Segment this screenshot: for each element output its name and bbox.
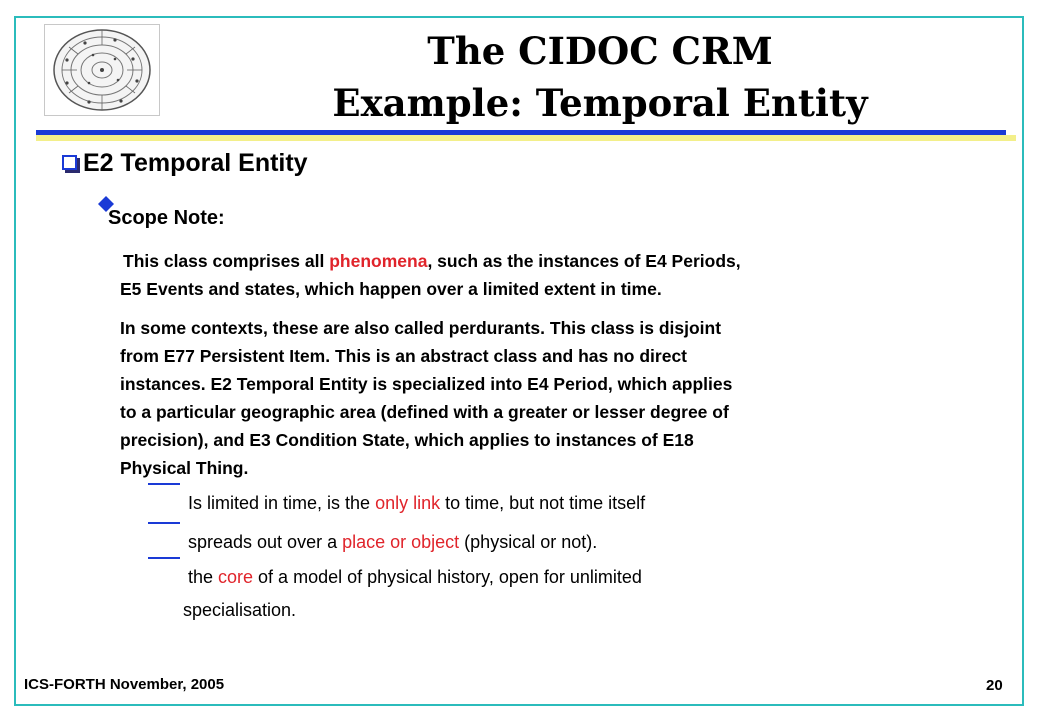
paragraph-1-line-2: E5 Events and states, which happen over a limited extent in time. (120, 279, 662, 299)
point-spreads-out: spreads out over a place or object (physical or not). (148, 529, 597, 555)
point-limited-in-time: Is limited in time, is the only link to time, but not time itself (148, 490, 645, 516)
highlight-core: core (218, 567, 254, 587)
paragraph-2-line: Physical Thing. (120, 458, 249, 478)
dash-bullet-icon (148, 483, 180, 485)
dash-bullet-icon (148, 557, 180, 559)
highlight-only-link: only link (375, 493, 441, 513)
scope-paragraph-2 (120, 314, 732, 482)
paragraph-2-line: In some contexts, these are also called perdurants. This class is disjoint (120, 318, 722, 338)
footer-org-date: ICS-FORTH November, 2005 (24, 676, 225, 693)
highlight-place-or-object: place or object (342, 532, 460, 552)
paragraph-2-line: to a particular geographic area (defined with a greater or lesser degree of (120, 402, 729, 422)
dash-bullet-icon (148, 522, 180, 524)
heading-e2-temporal-entity (62, 146, 308, 180)
paragraph-2-line: instances. E2 Temporal Entity is specialized into E4 Period, which applies (120, 374, 733, 394)
square-bullet-icon (62, 155, 77, 170)
paragraph-2-line: precision), and E3 Condition State, which applies to instances of E18 (120, 430, 694, 450)
subheading-scope-note: Scope Note: (108, 207, 225, 229)
slide-title-line-1: The CIDOC CRM (427, 29, 773, 73)
point-core-of-model: the core of a model of physical history, open for unlimited (148, 564, 642, 590)
heading-text: E2 Temporal Entity (83, 149, 308, 177)
point-core-continuation: specialisation. (183, 600, 297, 620)
paragraph-1-line-1: This class comprises all phenomena, such as the instances of E4 Periods, (123, 251, 741, 271)
paragraph-2-line: from E77 Persistent Item. This is an abstract class and has no direct (120, 346, 688, 366)
page-number: 20 (986, 677, 1003, 694)
phaistos-disc-logo (44, 24, 160, 116)
highlight-phenomena: phenomena (329, 251, 428, 271)
slide-title-line-2: Example: Temporal Entity (332, 81, 868, 125)
scope-paragraph-1 (120, 247, 741, 303)
title-rule-yellow (36, 135, 1016, 141)
